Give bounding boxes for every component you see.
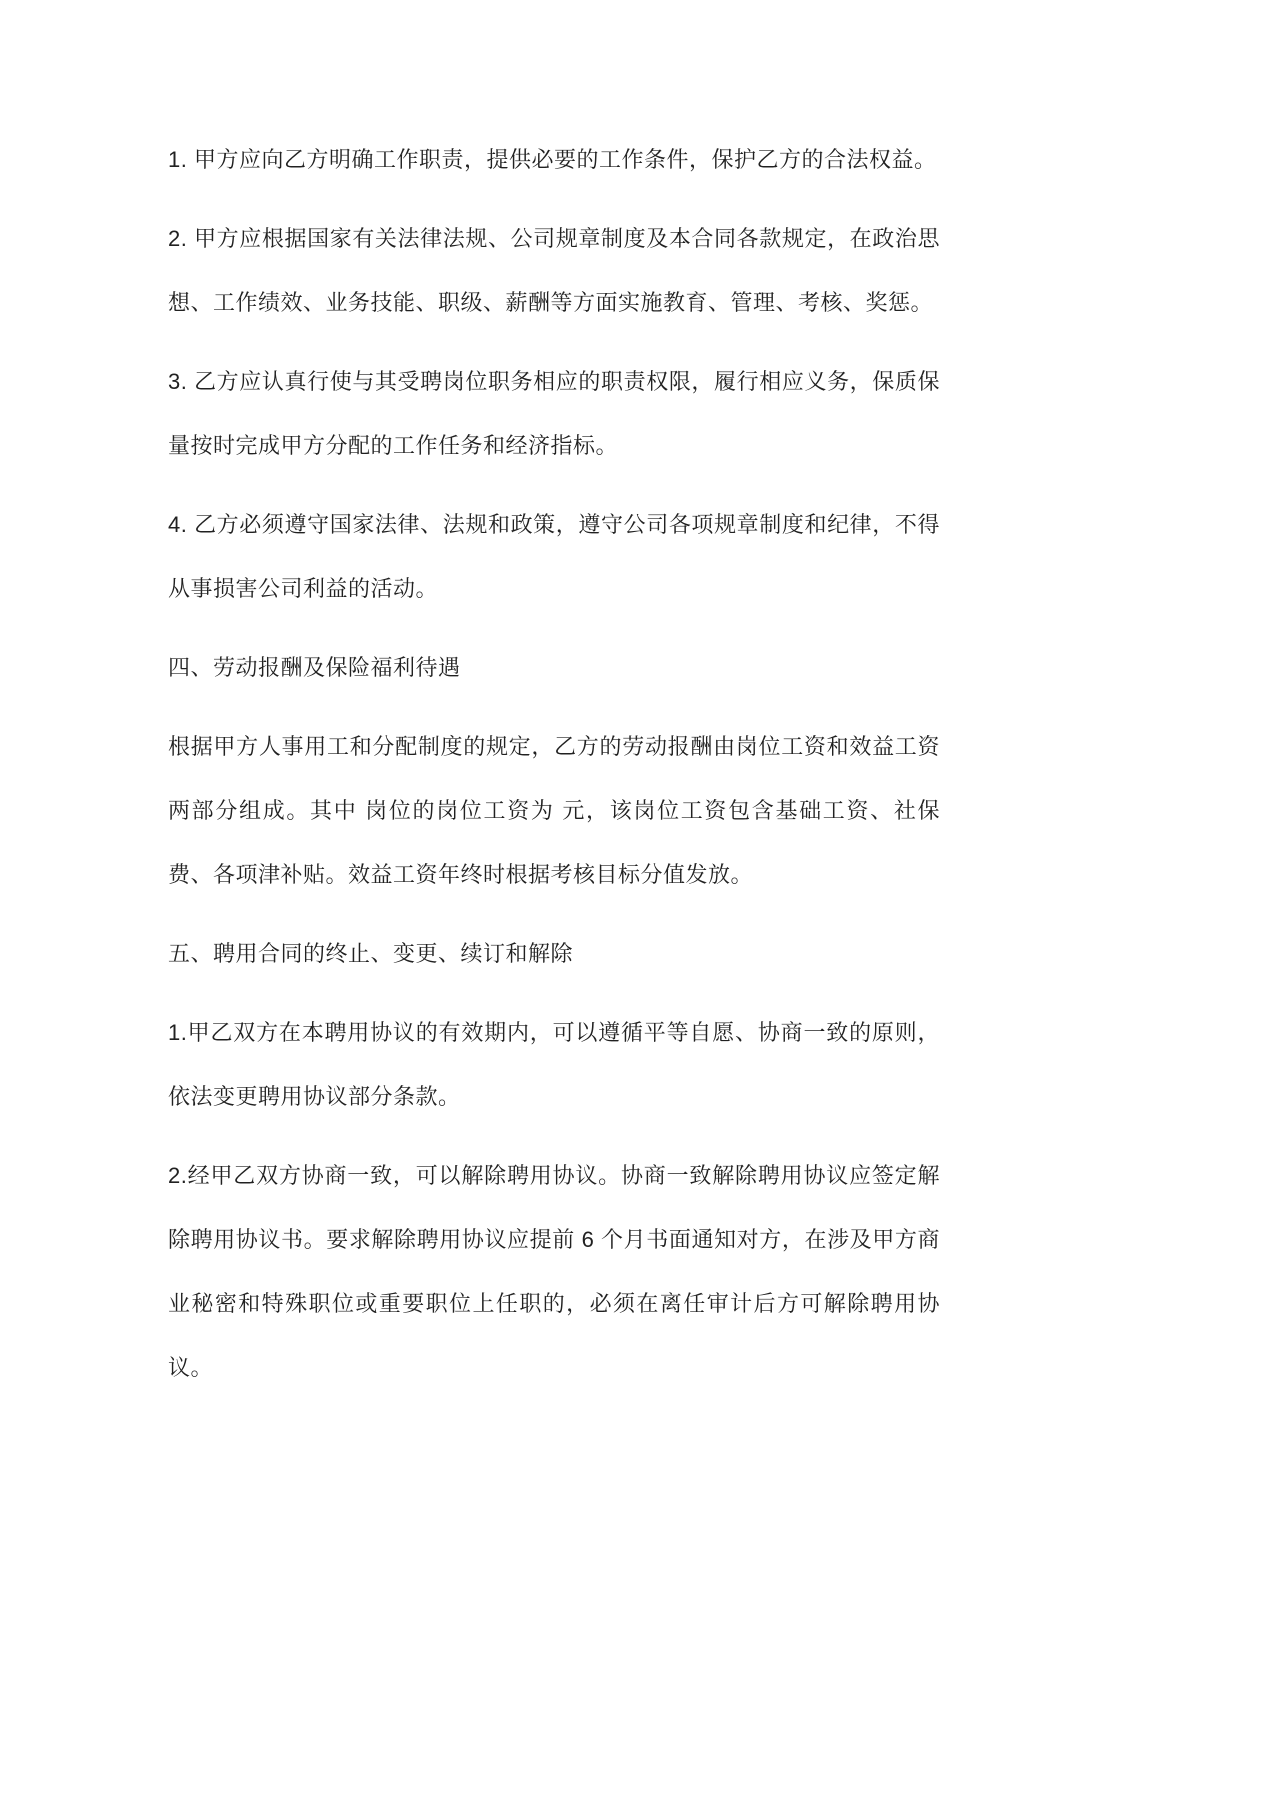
termination-clause-2: 2.经甲乙双方协商一致，可以解除聘用协议。协商一致解除聘用协议应签定解除聘用协议书。要求解除聘用协议应提前 6 个月书面通知对方，在涉及甲方商业秘密和特殊职位或重要职位上任职的，必须在离任审计后方可解除聘用协议。: [168, 1163, 940, 1380]
section-heading-4: 四、劳动报酬及保险福利待遇: [168, 655, 461, 680]
section-heading-5: 五、聘用合同的终止、变更、续订和解除: [168, 941, 574, 966]
contract-clause-1: 1. 甲方应向乙方明确工作职责，提供必要的工作条件，保护乙方的合法权益。: [168, 147, 937, 172]
contract-clause-2: 2. 甲方应根据国家有关法律法规、公司规章制度及本合同各款规定，在政治思想、工作绩效、业务技能、职级、薪酬等方面实施教育、管理、考核、奖惩。: [168, 226, 940, 315]
contract-clause-3: 3. 乙方应认真行使与其受聘岗位职务相应的职责权限，履行相应义务，保质保量按时完成甲方分配的工作任务和经济指标。: [168, 369, 940, 458]
salary-paragraph: 根据甲方人事用工和分配制度的规定，乙方的劳动报酬由岗位工资和效益工资两部分组成。其中 岗位的岗位工资为 元，该岗位工资包含基础工资、社保费、各项津补贴。效益工资年终时根据考核目标分值发放。: [168, 734, 940, 887]
termination-clause-1: 1.甲乙双方在本聘用协议的有效期内，可以遵循平等自愿、协商一致的原则，依法变更聘用协议部分条款。: [168, 1020, 940, 1109]
contract-clause-4: 4. 乙方必须遵守国家法律、法规和政策，遵守公司各项规章制度和纪律，不得从事损害公司利益的活动。: [168, 512, 940, 601]
